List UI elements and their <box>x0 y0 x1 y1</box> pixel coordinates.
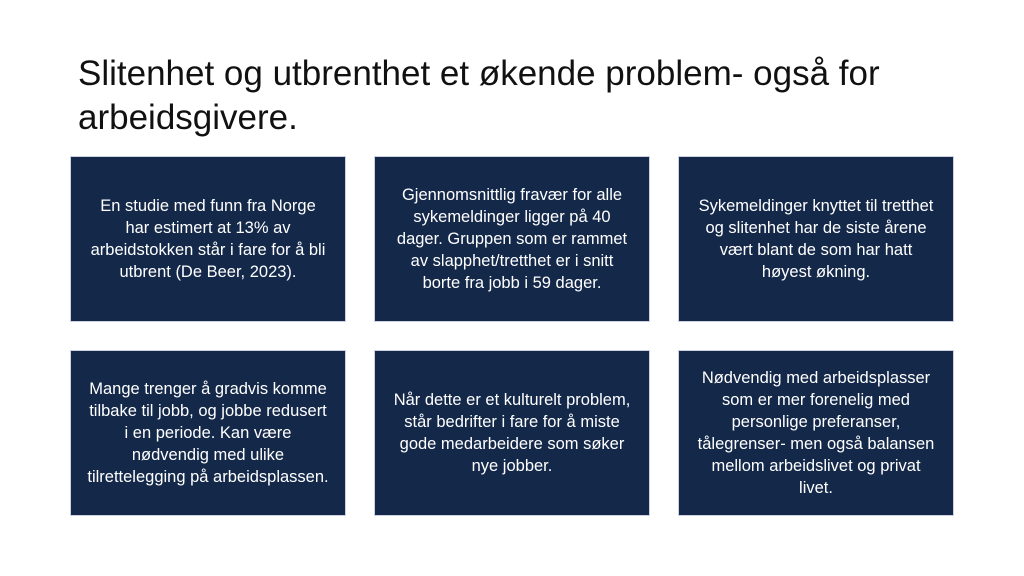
info-box-workplace-balance <box>678 350 954 516</box>
info-box-text: En studie med funn fra Norge har estimert at 13% av arbeidstokken står i fare for å bli utbrent (De Beer, 2023). <box>90 197 326 281</box>
info-box-text: Mange trenger å gradvis komme tilbake til jobb, og jobbe redusert i en periode. Kan være nødvendig med ulike tilrettelegging på arbeidsplassen. <box>87 380 329 486</box>
info-box-text: Gjennomsnittlig fravær for alle sykemeldinger ligger på 40 dager. Gruppen som er rammet av slapphet/tretthet er i snitt borte fra jobb i 59 dager. <box>396 186 628 292</box>
slide-title: Slitenhet og utbrenthet et økende problem- også for arbeidsgivere. <box>78 54 880 137</box>
info-box-burnout-estimate <box>70 156 346 322</box>
info-box-gradual-return <box>70 350 346 516</box>
info-box-text: Nødvendig med arbeidsplasser som er mer forenelig med personlige preferanser, tålegrenser- men også balansen mellom arbeidslivet og privat livet. <box>697 369 935 497</box>
info-box-grid <box>70 156 954 516</box>
info-box-sick-leave-increase <box>678 156 954 322</box>
info-box-text: Sykemeldinger knyttet til tretthet og slitenhet har de siste årene vært blant de som har hatt høyest økning. <box>698 197 934 281</box>
info-box-average-absence <box>374 156 650 322</box>
info-box-cultural-problem <box>374 350 650 516</box>
info-box-text: Når dette er et kulturelt problem, står bedrifter i fare for å miste gode medarbeidere som søker nye jobber. <box>393 391 631 475</box>
